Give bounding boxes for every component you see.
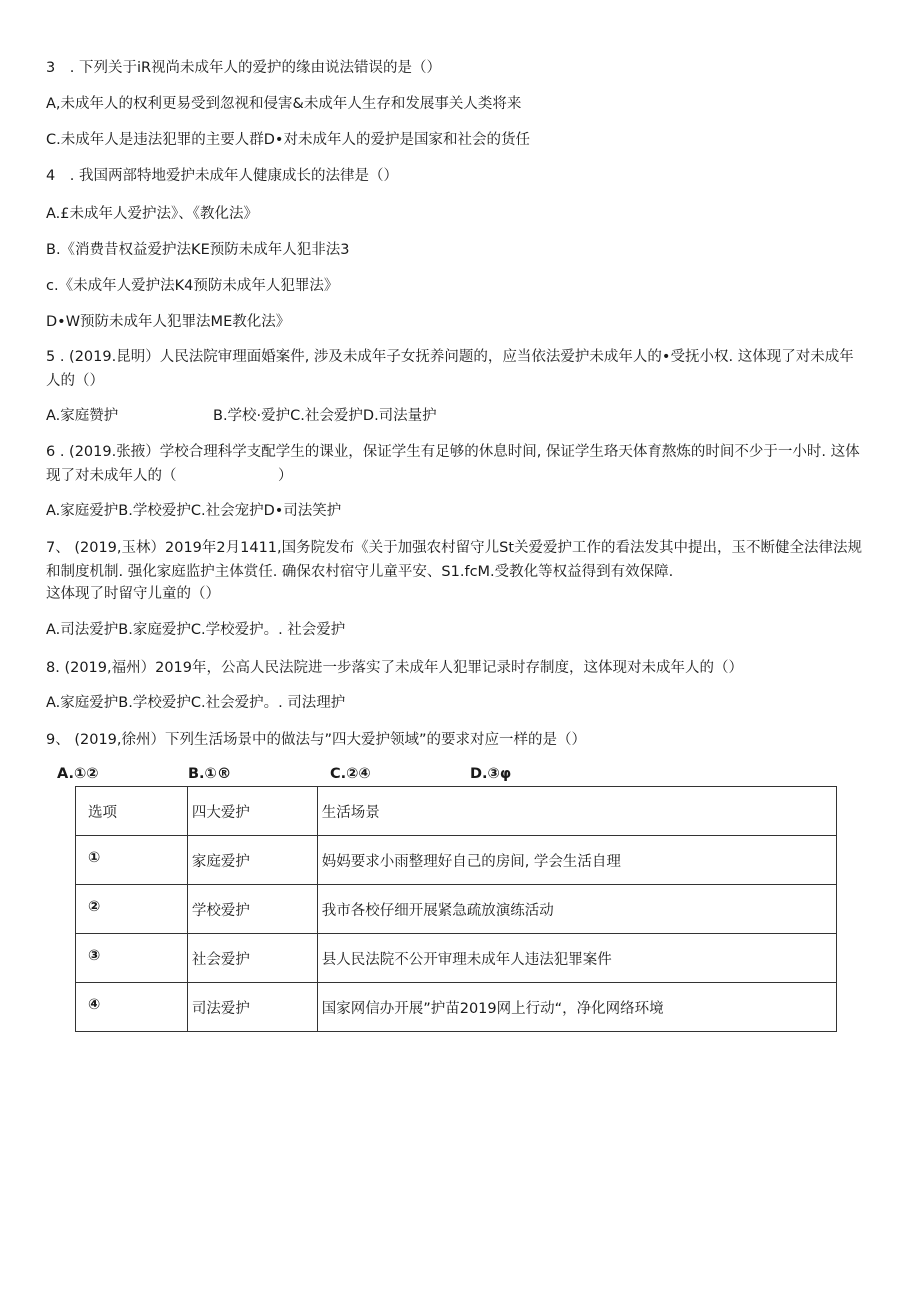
q4-option-d: D•W预防未成年人犯罪法ME教化法》 xyxy=(46,314,291,330)
row-scene: 国家网信办开展”护苗2019网上行动“，净化网络环境 xyxy=(317,983,836,1032)
row-area: 社会爱护 xyxy=(187,934,317,983)
q9-table xyxy=(75,786,837,1032)
row-area: 家庭爱护 xyxy=(187,836,317,885)
q6-stem: 6 . (2019.张掖）学校合理科学支配学生的课业，保证学生有足够的休息时间, 保证学生珞天体育熬炼的时间不少于一小时. 这体现了对未成年人的（ ） xyxy=(46,444,860,484)
table-row xyxy=(76,934,837,983)
q9-stem: 9、 (2019,徐州）下列生活场景中的做法与”四大爱护领域”的要求对应一样的是（） xyxy=(46,732,587,748)
q7-stem: 7、 (2019,玉林）2019年2月1411,国务院发布《关于加强农村留守儿St关爱爱护工作的看法发其中提出，玉不断健全法律法规和制度机制. 强化家庭监护主体赏任. 确保农村宿守儿童平安、S1.fcM.受教化等权益得到有效保障. xyxy=(46,540,863,580)
header-scene: 生活场景 xyxy=(317,787,836,836)
table-row xyxy=(76,836,837,885)
q9-option-b: B.①® xyxy=(188,766,232,782)
row-scene: 妈妈要求小雨整理好自己的房间, 学会生活自理 xyxy=(317,836,836,885)
row-number: ④ xyxy=(76,983,188,1032)
q7-options: A.司法爱护B.家庭爱护C.学校爱护。. 社会爱护 xyxy=(46,622,346,638)
q4-option-c: c.《未成年人爱护法K4预防未成年人犯罪法》 xyxy=(46,278,339,294)
header-area: 四大爱护 xyxy=(187,787,317,836)
q4-option-a: A.£未成年人爱护法》、《教化法》 xyxy=(46,206,258,222)
row-area: 学校爱护 xyxy=(187,885,317,934)
q8-options: A.家庭爱护B.学校爱护C.社会爱护。. 司法理护 xyxy=(46,695,346,711)
row-number: ② xyxy=(76,885,188,934)
q5-options-bcd: B.学校·爱护C.社会爱护D.司法量护 xyxy=(213,408,437,424)
q3-options-cd: C.未成年人是违法犯罪的主要人群D•对未成年人的爱护是国家和社会的货任 xyxy=(46,132,530,148)
header-option: 选项 xyxy=(76,787,188,836)
q4-stem: 4 . 我国两部特地爱护未成年人健康成长的法律是（） xyxy=(46,168,398,184)
table-header-row xyxy=(76,787,837,836)
q3-options-ab: A,未成年人的权利更易受到忽视和侵害&未成年人生存和发展事关人类将来 xyxy=(46,96,522,112)
q9-option-d: D.③φ xyxy=(470,766,512,782)
q3-stem: 3 . 下列关于iR视尚未成年人的爱护的缘由说法错误的是（） xyxy=(46,60,442,76)
row-scene: 我市各校仔细开展紧急疏放演练活动 xyxy=(317,885,836,934)
q5-stem: 5 . (2019.昆明）人民法院审理面婚案件, 涉及未成年子女抚养问题的，应当依法爱护未成年人的•受抚小权. 这体现了对未成年人的（） xyxy=(46,349,854,389)
q7-stem-end: 这体现了时留守儿童的（） xyxy=(46,586,220,602)
table-row xyxy=(76,885,837,934)
q9-option-a: A.①② xyxy=(57,766,99,782)
row-area: 司法爱护 xyxy=(187,983,317,1032)
row-number: ③ xyxy=(76,934,188,983)
q9-option-c: C.②④ xyxy=(330,766,371,782)
q8-stem: 8. (2019,福州）2019年，公高人民法院进一步落实了未成年人犯罪记录时存制度，这体现对未成年人的（） xyxy=(46,660,744,676)
q5-option-a: A.家庭赞护 xyxy=(46,408,119,424)
row-scene: 县人民法院不公开审理未成年人违法犯罪案件 xyxy=(317,934,836,983)
q6-options: A.家庭爱护B.学校爱护C.社会宠护D•司法笑护 xyxy=(46,503,342,519)
q4-option-b: B.《消费昔权益爱护法KE预防未成年人犯非法3 xyxy=(46,242,350,258)
row-number: ① xyxy=(76,836,188,885)
table-row xyxy=(76,983,837,1032)
